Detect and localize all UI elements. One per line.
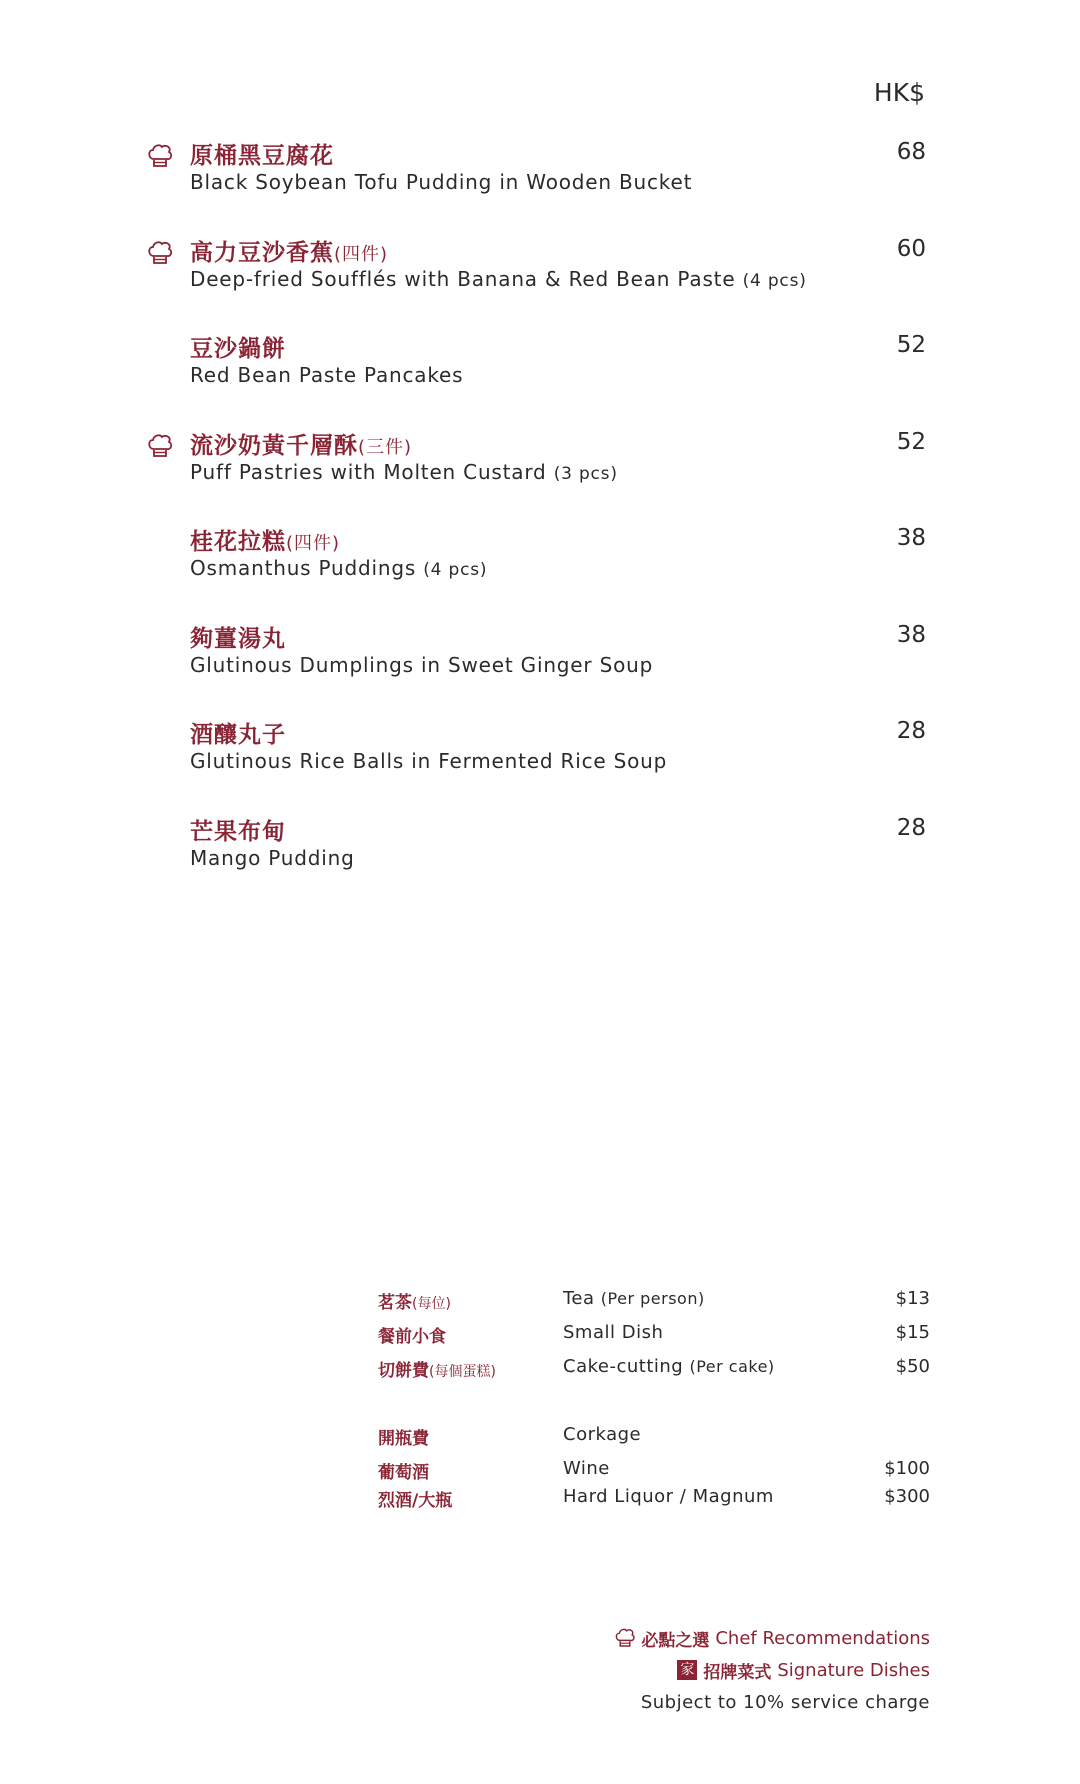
menu-item — [0, 620, 1080, 717]
charge-name-en: Small Dish — [563, 1322, 664, 1343]
charge-name-en: Corkage — [563, 1424, 642, 1445]
charge-name-zh: 烈酒/大瓶 — [378, 1491, 453, 1511]
charge-price: $13 — [895, 1288, 930, 1309]
legend-chef-recommendations — [613, 1622, 930, 1654]
dish-price: 52 — [896, 428, 926, 455]
charge-name-zh: 餐前小食 — [378, 1327, 446, 1347]
dish-price: 28 — [896, 718, 926, 744]
dish-price: 52 — [896, 332, 926, 358]
dish-name-zh: 原桶黑豆腐花 — [190, 143, 334, 169]
charge-price: $50 — [895, 1356, 930, 1377]
extra-charges — [0, 1288, 1080, 1514]
charge-row — [0, 1288, 1080, 1322]
dish-name-en: Puff Pastries with Molten Custard (3 pcs) — [190, 459, 618, 484]
menu-item — [0, 813, 1080, 910]
corkage-row — [0, 1486, 1080, 1514]
charge-price: $15 — [895, 1322, 930, 1343]
chef-hat-icon — [613, 1626, 637, 1650]
charge-row — [0, 1356, 1080, 1390]
dessert-menu — [0, 137, 1080, 909]
charge-name-zh: 開瓶費 — [378, 1429, 429, 1449]
legend-signature-zh: 招牌菜式 — [703, 1662, 772, 1683]
legend-signature-en: Signature Dishes — [777, 1659, 930, 1681]
legend-chef-en: Chef Recommendations — [715, 1627, 930, 1649]
charge-name-zh: 切餅費(每個蛋糕) — [378, 1361, 496, 1381]
charge-name-zh: 葡萄酒 — [378, 1463, 429, 1483]
menu-item — [0, 330, 1080, 427]
dish-price: 28 — [896, 814, 926, 841]
legend-signature-dishes — [613, 1654, 930, 1686]
charge-name-en: Tea (Per person) — [563, 1288, 705, 1309]
dish-name-en: Osmanthus Puddings (4 pcs) — [190, 556, 488, 580]
dish-name-zh: 夠薑湯丸 — [190, 625, 286, 652]
dish-name-zh: 流沙奶黃千層酥(三件) — [190, 432, 413, 459]
charge-name-zh: 茗茶(每位) — [378, 1293, 451, 1313]
charge-price: $300 — [884, 1486, 930, 1507]
corkage-header-row — [0, 1424, 1080, 1458]
service-charge-note-row — [613, 1686, 930, 1718]
chef-hat-icon — [145, 431, 175, 461]
dish-name-zh: 高力豆沙香蕉(四件) — [190, 239, 389, 266]
dish-price: 68 — [896, 139, 926, 165]
dish-name-en: Glutinous Dumplings in Sweet Ginger Soup — [190, 652, 654, 677]
signature-icon: 家 — [677, 1660, 697, 1680]
menu-item — [0, 716, 1080, 813]
dish-name-zh: 芒果布甸 — [190, 818, 286, 845]
dish-price: 60 — [896, 235, 926, 262]
menu-item — [0, 427, 1080, 524]
dish-name-zh: 桂花拉糕(四件) — [190, 529, 341, 555]
menu-item — [0, 137, 1080, 234]
charge-price: $100 — [884, 1458, 930, 1479]
chef-hat-icon — [145, 141, 175, 171]
dish-price: 38 — [896, 525, 926, 551]
legend-chef-zh: 必點之選 — [641, 1630, 710, 1651]
menu-item — [0, 523, 1080, 620]
dish-name-en: Deep-fried Soufflés with Banana & Red Bean Paste (4 pcs) — [190, 266, 807, 291]
legend — [613, 1622, 930, 1718]
dish-name-en: Red Bean Paste Pancakes — [190, 363, 464, 387]
dish-name-en: Black Soybean Tofu Pudding in Wooden Bucket — [190, 170, 693, 194]
charge-name-en: Cake-cutting (Per cake) — [563, 1356, 775, 1377]
currency-label: HK$ — [873, 78, 925, 107]
corkage-row — [0, 1458, 1080, 1486]
dish-name-en: Glutinous Rice Balls in Fermented Rice Soup — [190, 749, 668, 773]
dish-price: 38 — [896, 621, 926, 648]
charge-name-en: Hard Liquor / Magnum — [563, 1486, 774, 1507]
dish-name-zh: 酒釀丸子 — [190, 722, 286, 748]
chef-hat-icon — [145, 238, 175, 268]
charge-name-en: Wine — [563, 1458, 610, 1479]
menu-item — [0, 234, 1080, 331]
dish-name-en: Mango Pudding — [190, 845, 355, 870]
dish-name-zh: 豆沙鍋餅 — [190, 336, 286, 362]
charge-row — [0, 1322, 1080, 1356]
service-charge-note: Subject to 10% service charge — [640, 1691, 930, 1713]
